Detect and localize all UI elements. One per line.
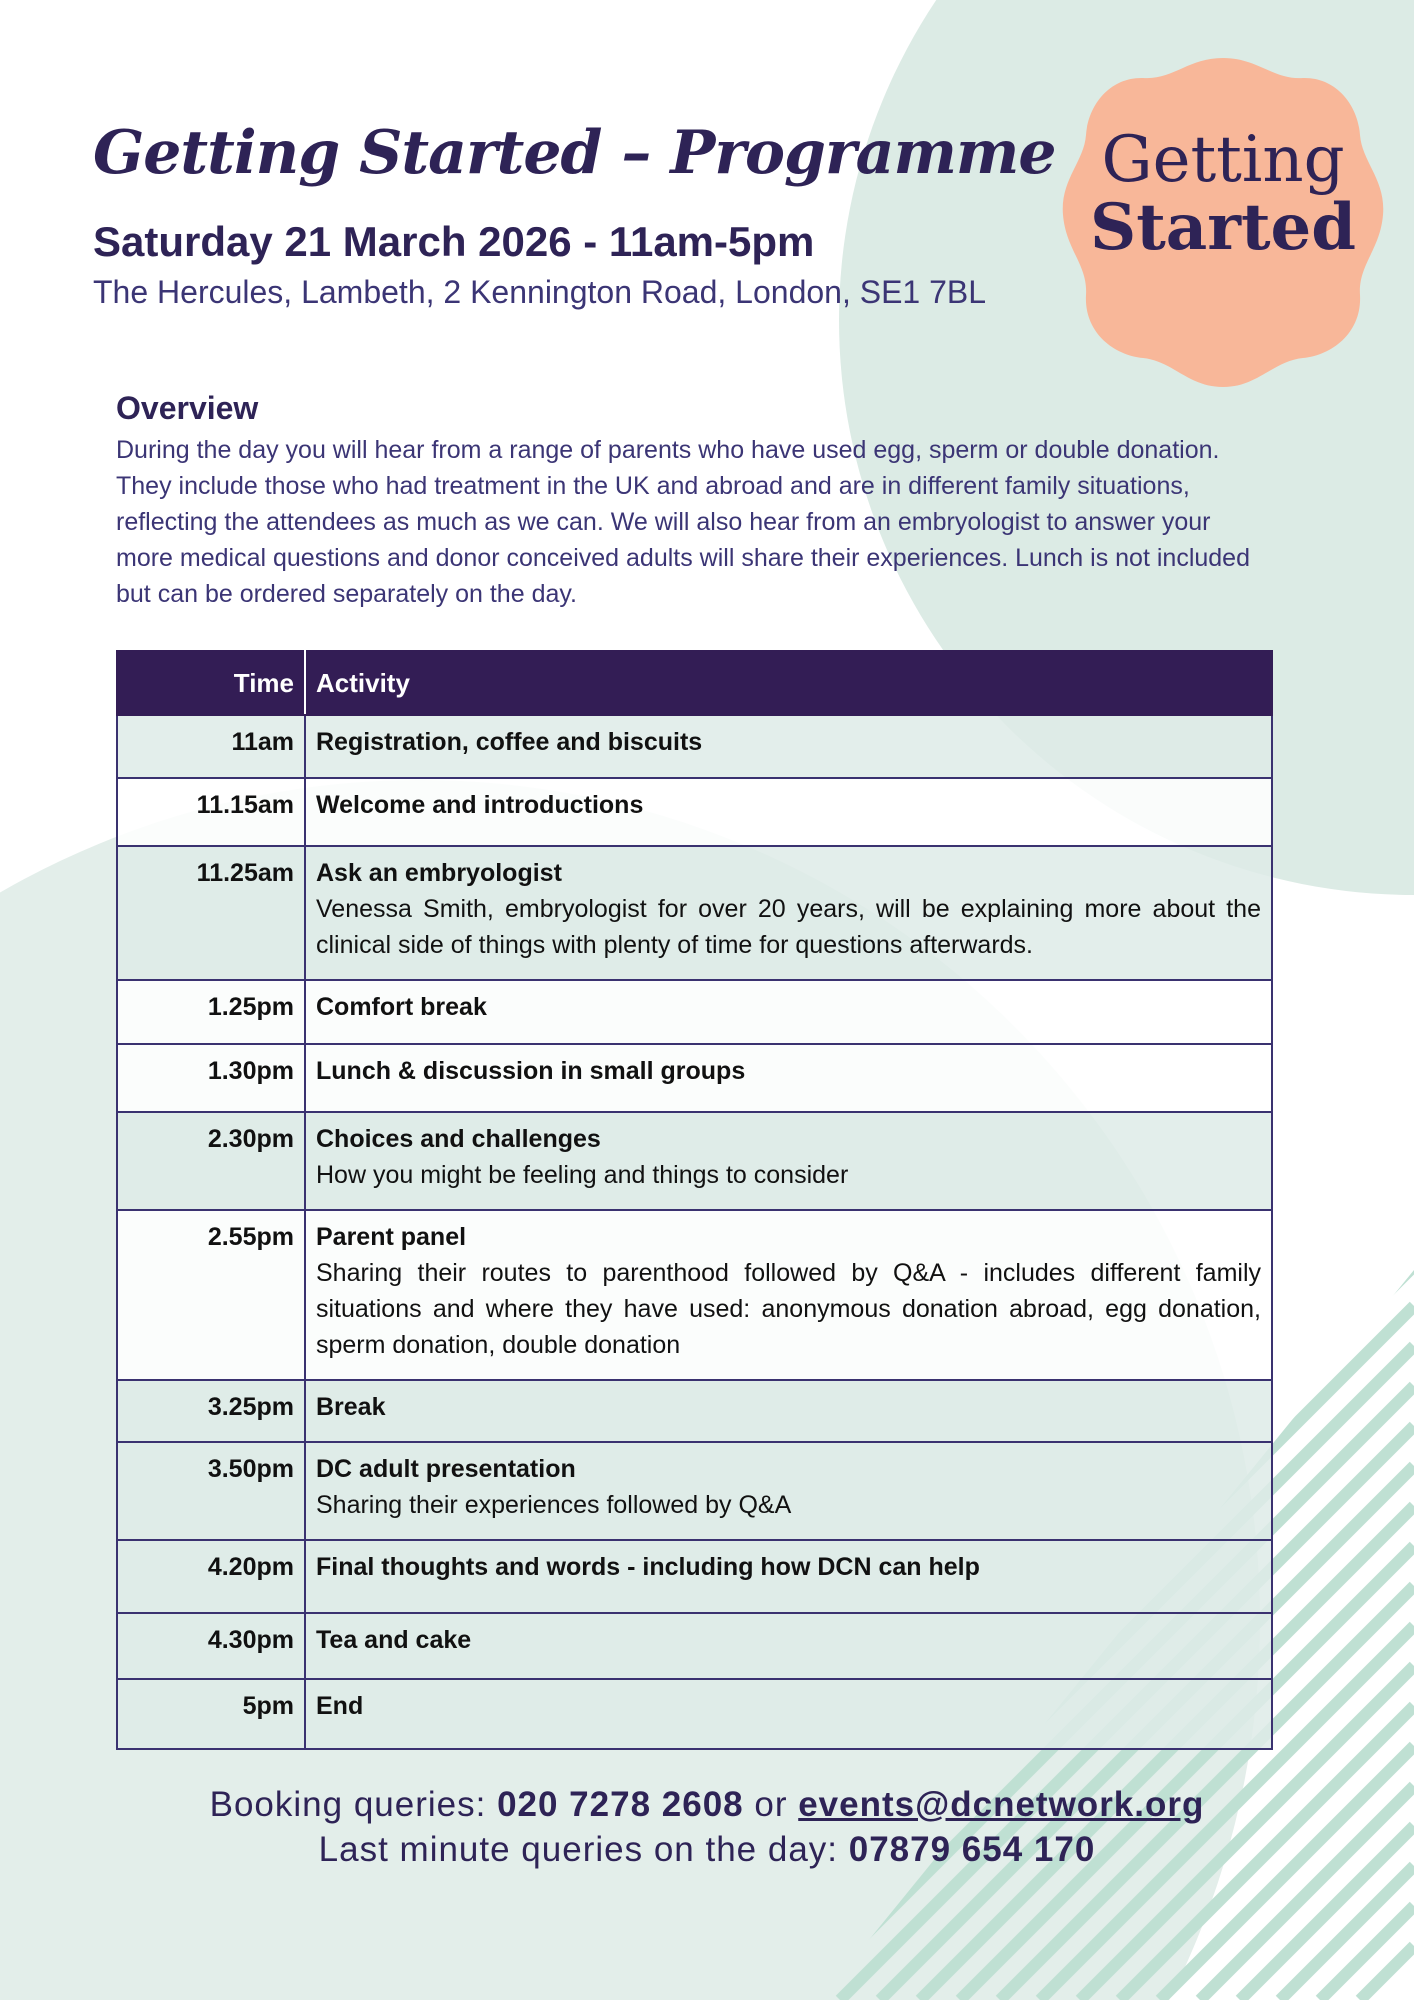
schedule-activity: [305, 1112, 1272, 1210]
overview-heading: Overview: [116, 390, 259, 426]
schedule-row: [117, 1112, 1272, 1210]
activity-title: DC adult presentation: [316, 1455, 576, 1483]
schedule-activity: [305, 980, 1272, 1044]
activity-description: Venessa Smith, embryologist for over 20 years, will be explaining more about the clinical side of things with plenty of time for questions afterwards.: [316, 895, 1261, 959]
activity-description: How you might be feeling and things to consider: [316, 1161, 849, 1189]
schedule-activity: [305, 715, 1272, 778]
activity-title: Break: [316, 1393, 386, 1421]
email-link[interactable]: events@dcnetwork.org: [798, 1785, 1205, 1824]
schedule-time: 4.30pm: [117, 1613, 305, 1679]
schedule-time: 11.25am: [117, 846, 305, 980]
schedule-row: [117, 1540, 1272, 1613]
last-minute-label: Last minute queries on the day:: [318, 1830, 849, 1869]
event-date: Saturday 21 March 2026 - 11am-5pm: [93, 218, 815, 265]
activity-title: End: [316, 1692, 364, 1720]
schedule-time: 11am: [117, 715, 305, 778]
activity-title: Registration, coffee and biscuits: [316, 728, 703, 756]
schedule-activity: [305, 1442, 1272, 1540]
activity-title: Lunch & discussion in small groups: [316, 1057, 746, 1085]
schedule-row: [117, 778, 1272, 846]
schedule-time: 1.30pm: [117, 1044, 305, 1112]
schedule-row: [117, 846, 1272, 980]
schedule-time: 5pm: [117, 1679, 305, 1749]
schedule-time: 2.55pm: [117, 1210, 305, 1380]
schedule-row: [117, 715, 1272, 778]
badge-logo-text: [1058, 123, 1388, 265]
activity-column-header: Activity: [305, 651, 1272, 715]
schedule-activity: [305, 778, 1272, 846]
activity-title: Welcome and introductions: [316, 791, 644, 819]
activity-title: Choices and challenges: [316, 1125, 601, 1153]
schedule-row: [117, 1380, 1272, 1442]
schedule-row: [117, 980, 1272, 1044]
last-minute-phone: 07879 654 170: [848, 1830, 1096, 1869]
schedule-time: 2.30pm: [117, 1112, 305, 1210]
page-title: Getting Started – Programme: [93, 118, 1056, 188]
activity-title: Tea and cake: [316, 1626, 472, 1654]
schedule-header-row: [117, 651, 1272, 715]
schedule-activity: [305, 846, 1272, 980]
booking-phone: 020 7278 2608: [497, 1785, 744, 1824]
activity-description: Sharing their routes to parenthood followed by Q&A - includes different family situations and where they have used: anonymous donation abroad, egg donation, sperm donation, double donation: [316, 1259, 1261, 1359]
schedule-time: 11.15am: [117, 778, 305, 846]
badge-line-2: Started: [1090, 190, 1356, 265]
booking-queries-line: [0, 1785, 1414, 1825]
activity-description: Sharing their experiences followed by Q&A: [316, 1491, 792, 1519]
schedule-row: [117, 1044, 1272, 1112]
schedule-activity: [305, 1044, 1272, 1112]
schedule-activity: [305, 1679, 1272, 1749]
schedule-activity: [305, 1540, 1272, 1613]
schedule-row: [117, 1210, 1272, 1380]
schedule-activity: [305, 1210, 1272, 1380]
schedule-time: 1.25pm: [117, 980, 305, 1044]
schedule-activity: [305, 1380, 1272, 1442]
schedule-time: 3.25pm: [117, 1380, 305, 1442]
schedule-row: [117, 1679, 1272, 1749]
activity-title: Parent panel: [316, 1223, 467, 1251]
schedule-time: 3.50pm: [117, 1442, 305, 1540]
time-column-header: Time: [117, 651, 305, 715]
event-venue: The Hercules, Lambeth, 2 Kennington Road, London, SE1 7BL: [93, 274, 987, 310]
badge-line-1: Getting: [1101, 123, 1345, 197]
or-text: or: [743, 1785, 799, 1824]
overview-body: During the day you will hear from a range of parents who have used egg, sperm or double donation. They include those who had treatment in the UK and abroad and are in different family situations, reflecting the attendees as much as we can. We will also hear from an embryologist to answer your more medical questions and donor conceived adults will share their experiences. Lunch is not included but can be ordered separately on the day.: [116, 436, 1250, 608]
schedule-row: [117, 1613, 1272, 1679]
schedule-row: [117, 1442, 1272, 1540]
last-minute-queries-line: [0, 1830, 1414, 1870]
activity-title: Ask an embryologist: [316, 859, 562, 887]
activity-title: Comfort break: [316, 993, 487, 1021]
booking-label: Booking queries:: [209, 1785, 498, 1824]
schedule-table: [116, 650, 1273, 1750]
schedule-time: 4.20pm: [117, 1540, 305, 1613]
activity-title: Final thoughts and words - including how DCN can help: [316, 1553, 980, 1581]
schedule-activity: [305, 1613, 1272, 1679]
